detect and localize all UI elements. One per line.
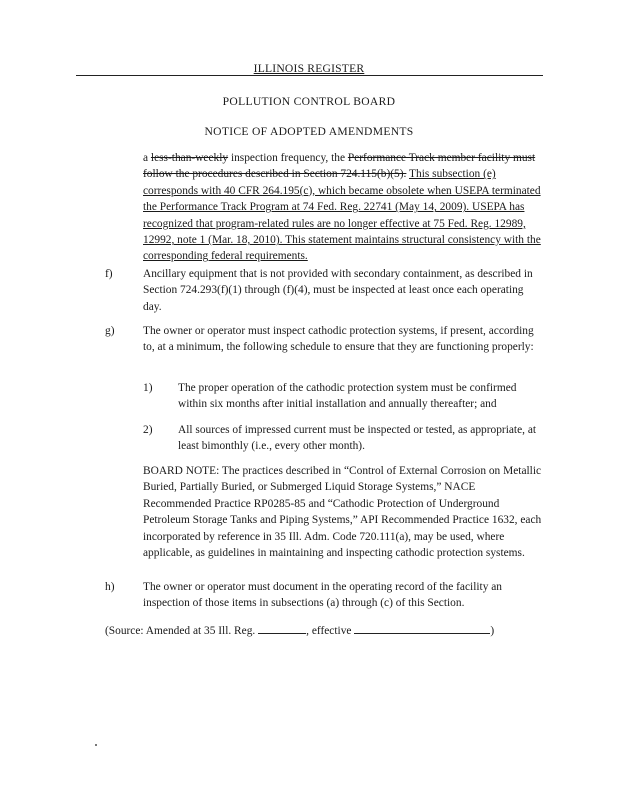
- source-note: [105, 622, 535, 639]
- item-g-label: g): [105, 325, 115, 337]
- board-name: POLLUTION CONTROL BOARD: [222, 95, 396, 108]
- item-g2-label: 2): [143, 424, 153, 436]
- continuation-text-2: inspection frequency, the: [228, 152, 348, 164]
- item-g-text: The owner or operator must inspect cathodic protection systems, if present, according to, at a minimum, the following schedule to ensure that they are functioning properly:: [143, 325, 534, 354]
- item-g1-label: 1): [143, 382, 153, 394]
- scan-speck: [95, 744, 97, 746]
- item-g1-text: The proper operation of the cathodic protection system must be confirmed within six months after initial installation and annually thereafter; and: [178, 382, 517, 411]
- item-f-text: Ancillary equipment that is not provided with secondary containment, as described in Section 724.293(f)(1) through (f)(4), must be inspected at least once each operating day.: [143, 268, 533, 313]
- register-page-blank: [258, 622, 306, 634]
- item-f-label: f): [105, 268, 113, 280]
- source-effective: , effective: [306, 625, 352, 637]
- item-h-text: The owner or operator must document in the operating record of the facility an inspection of those items in subsections (a) through (c) of this Section.: [143, 581, 502, 610]
- header-rule: [76, 75, 543, 76]
- continuation-text-1: a: [143, 152, 151, 164]
- source-open: (Source: Amended at 35 Ill. Reg.: [105, 625, 256, 637]
- deleted-text-1: less-than-weekly: [150, 152, 229, 164]
- register-title: ILLINOIS REGISTER: [253, 62, 365, 75]
- item-g2-text: All sources of impressed current must be inspected or tested, as appropriate, at least bimonthly (i.e., every other month).: [178, 424, 537, 453]
- item-h-label: h): [105, 581, 115, 593]
- continuation-paragraph: [143, 150, 543, 265]
- effective-date-blank: [354, 622, 490, 634]
- board-note: BOARD NOTE: The practices described in “Control of External Corrosion on Metallic Buried, Partially Buried, or Submerged Liquid Storage Systems,” NACE Recommended Practice RP0285-85 and “Cathodic Protection of Underground Petroleum Storage Tanks and Piping Systems,” API Recommended Practice 1632, each incorporated by reference in 35 Ill. Adm. Code 720.111(a), may be used, where applicable, as guidelines in maintaining and inspecting cathodic protection systems.: [143, 465, 542, 560]
- source-close: ): [490, 625, 495, 637]
- deleted-text-2: Performance Track member facility must follow the procedures described in Section 724.115(b)(5).: [143, 152, 536, 181]
- inserted-text-1: This subsection (e) corresponds with 40 CFR 264.195(c), which became obsolete when USEPA terminated the Performance Track Program at 74 Fed. Reg. 22741 (May 14, 2009). USEPA has recognized that program-related rules are no longer effective at 75 Fed. Reg. 12989, 12992, note 1 (Mar. 18, 2010). This statement maintains structural consistency with the corresponding federal requirements.: [143, 168, 541, 263]
- notice-title: NOTICE OF ADOPTED AMENDMENTS: [204, 125, 414, 138]
